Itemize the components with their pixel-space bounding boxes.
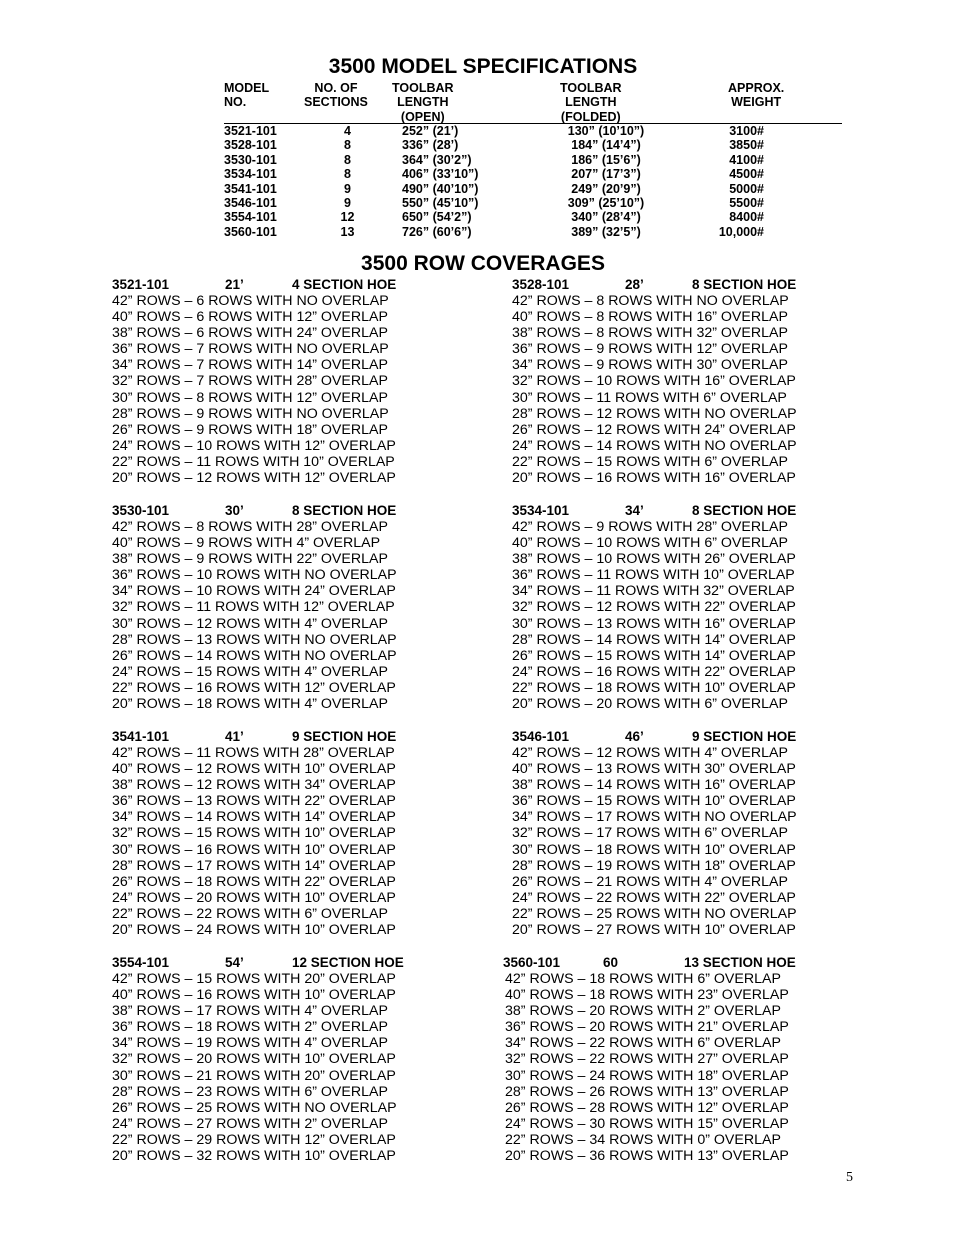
coverage-row: 40” ROWS – 8 ROWS WITH 16” OVERLAP xyxy=(512,309,788,326)
coverage-row: 38” ROWS – 14 ROWS WITH 16” OVERLAP xyxy=(512,777,796,794)
coverage-row: 26” ROWS – 9 ROWS WITH 18” OVERLAP xyxy=(112,421,388,438)
header-weight: APPROX. WEIGHT xyxy=(728,81,785,110)
coverage-row: 20” ROWS – 20 ROWS WITH 6” OVERLAP xyxy=(512,696,788,713)
coverage-heading xyxy=(112,729,432,745)
coverage-row: 32” ROWS – 12 ROWS WITH 22” OVERLAP xyxy=(512,599,796,616)
spec-cell-open: 490” (40’10”) xyxy=(402,181,479,196)
coverage-block xyxy=(512,503,832,712)
coverage-row: 42” ROWS – 6 ROWS WITH NO OVERLAP xyxy=(112,293,389,309)
spec-cell-model: 3534-101 xyxy=(224,167,277,182)
spec-cell-open: 364” (30’2”) xyxy=(402,152,472,167)
coverage-row: 42” ROWS – 8 ROWS WITH 28” OVERLAP xyxy=(112,519,388,535)
coverage-row: 26” ROWS – 25 ROWS WITH NO OVERLAP xyxy=(112,1099,397,1116)
coverage-model: 3546-101 xyxy=(512,729,570,744)
spec-cell-open: 406” (33’10”) xyxy=(402,167,479,182)
coverage-title: 3500 ROW COVERAGES xyxy=(361,252,605,275)
spec-cell-sections: 12 xyxy=(340,210,355,225)
spec-cell-sections: 8 xyxy=(344,167,351,182)
spec-cell-sections: 9 xyxy=(344,181,351,196)
coverage-row: 38” ROWS – 12 ROWS WITH 34” OVERLAP xyxy=(112,777,396,794)
spec-cell-weight: 5000# xyxy=(729,181,764,196)
coverage-row: 22” ROWS – 22 ROWS WITH 6” OVERLAP xyxy=(112,905,388,922)
coverage-row: 22” ROWS – 34 ROWS WITH 0” OVERLAP xyxy=(505,1131,781,1148)
coverage-row: 26” ROWS – 12 ROWS WITH 24” OVERLAP xyxy=(512,421,796,438)
coverage-row: 24” ROWS – 10 ROWS WITH 12” OVERLAP xyxy=(112,437,396,454)
spec-cell-folded: 184” (14’4”) xyxy=(571,138,641,153)
header-model: MODEL NO. xyxy=(224,81,270,110)
spec-cell-open: 550” (45’10”) xyxy=(402,196,479,210)
coverage-row: 40” ROWS – 16 ROWS WITH 10” OVERLAP xyxy=(112,987,396,1004)
coverage-row: 28” ROWS – 14 ROWS WITH 14” OVERLAP xyxy=(512,631,796,648)
spec-cell-folded: 389” (32’5”) xyxy=(571,224,641,239)
spec-cell-model: 3530-101 xyxy=(224,152,277,167)
coverage-row: 42” ROWS – 9 ROWS WITH 28” OVERLAP xyxy=(512,519,788,535)
coverage-model: 3534-101 xyxy=(512,503,570,518)
coverage-row: 20” ROWS – 18 ROWS WITH 4” OVERLAP xyxy=(112,696,388,713)
coverage-row: 28” ROWS – 26 ROWS WITH 13” OVERLAP xyxy=(505,1083,789,1100)
coverage-row: 30” ROWS – 8 ROWS WITH 12” OVERLAP xyxy=(112,389,388,406)
coverage-heading xyxy=(112,955,432,971)
spec-cell-sections: 13 xyxy=(340,224,355,239)
spec-cell-model: 3541-101 xyxy=(224,181,277,196)
spec-row xyxy=(0,124,954,138)
spec-cell-model: 3560-101 xyxy=(224,224,277,239)
coverage-row: 36” ROWS – 11 ROWS WITH 10” OVERLAP xyxy=(512,567,795,584)
header-length-folded: TOOLBAR LENGTH (FOLDED) xyxy=(560,81,622,124)
coverage-row: 30” ROWS – 11 ROWS WITH 6” OVERLAP xyxy=(512,389,787,406)
spec-cell-folded: 186” (15’6”) xyxy=(571,152,641,167)
coverage-hoe: 8 SECTION HOE xyxy=(292,503,397,518)
coverage-row: 24” ROWS – 14 ROWS WITH NO OVERLAP xyxy=(512,437,797,454)
coverage-hoe: 9 SECTION HOE xyxy=(692,729,797,744)
coverage-row: 24” ROWS – 16 ROWS WITH 22” OVERLAP xyxy=(512,663,796,680)
coverage-row: 28” ROWS – 13 ROWS WITH NO OVERLAP xyxy=(112,631,397,648)
coverage-row: 40” ROWS – 18 ROWS WITH 23” OVERLAP xyxy=(505,987,789,1004)
coverage-row: 26” ROWS – 21 ROWS WITH 4” OVERLAP xyxy=(512,873,788,890)
coverage-length: 34’ xyxy=(625,503,644,518)
coverage-row: 20” ROWS – 24 ROWS WITH 10” OVERLAP xyxy=(112,922,396,939)
coverage-block xyxy=(512,277,832,486)
coverage-row: 24” ROWS – 15 ROWS WITH 4” OVERLAP xyxy=(112,663,388,680)
coverage-row: 22” ROWS – 29 ROWS WITH 12” OVERLAP xyxy=(112,1131,396,1148)
spec-cell-model: 3521-101 xyxy=(224,124,277,138)
coverage-block xyxy=(505,955,825,1164)
coverage-block xyxy=(112,503,432,712)
spec-cell-sections: 8 xyxy=(344,138,351,153)
coverage-row: 42” ROWS – 11 ROWS WITH 28” OVERLAP xyxy=(112,745,395,761)
coverage-row: 42” ROWS – 15 ROWS WITH 20” OVERLAP xyxy=(112,971,396,987)
coverage-heading xyxy=(512,503,832,519)
coverage-row: 40” ROWS – 9 ROWS WITH 4” OVERLAP xyxy=(112,535,381,552)
coverage-row: 34” ROWS – 22 ROWS WITH 6” OVERLAP xyxy=(505,1035,781,1052)
coverage-row: 22” ROWS – 15 ROWS WITH 6” OVERLAP xyxy=(512,453,788,470)
spec-cell-open: 726” (60’6”) xyxy=(402,224,472,239)
coverage-block xyxy=(112,955,432,1164)
coverage-row: 38” ROWS – 6 ROWS WITH 24” OVERLAP xyxy=(112,325,388,342)
coverage-block xyxy=(112,277,432,486)
coverage-heading xyxy=(112,503,432,519)
spec-title: 3500 MODEL SPECIFICATIONS xyxy=(328,55,638,78)
coverage-row: 20” ROWS – 16 ROWS WITH 16” OVERLAP xyxy=(512,470,796,487)
coverage-row: 32” ROWS – 15 ROWS WITH 10” OVERLAP xyxy=(112,825,396,842)
coverage-row: 26” ROWS – 18 ROWS WITH 22” OVERLAP xyxy=(112,873,396,890)
coverage-model: 3560-101 xyxy=(503,955,561,970)
coverage-model: 3521-101 xyxy=(112,277,170,292)
spec-cell-open: 650” (54’2”) xyxy=(402,210,472,225)
spec-cell-weight: 10,000# xyxy=(718,224,764,239)
spec-cell-weight: 4500# xyxy=(729,167,764,182)
coverage-row: 20” ROWS – 32 ROWS WITH 10” OVERLAP xyxy=(112,1148,396,1165)
coverage-block xyxy=(112,729,432,938)
coverage-row: 26” ROWS – 28 ROWS WITH 12” OVERLAP xyxy=(505,1099,789,1116)
coverage-length: 41’ xyxy=(225,729,244,744)
spec-cell-folded: 340” (28’4”) xyxy=(571,210,641,225)
spec-cell-weight: 5500# xyxy=(729,196,764,210)
coverage-length: 54’ xyxy=(225,955,244,970)
header-sections: NO. OF SECTIONS xyxy=(304,81,368,110)
spec-cell-folded: 309” (25’10”) xyxy=(567,196,645,210)
coverage-row: 24” ROWS – 27 ROWS WITH 2” OVERLAP xyxy=(112,1115,388,1132)
coverage-row: 38” ROWS – 10 ROWS WITH 26” OVERLAP xyxy=(512,551,796,568)
coverage-row: 34” ROWS – 7 ROWS WITH 14” OVERLAP xyxy=(112,357,388,374)
coverage-row: 28” ROWS – 19 ROWS WITH 18” OVERLAP xyxy=(512,857,796,874)
coverage-model: 3530-101 xyxy=(112,503,170,518)
coverage-model: 3528-101 xyxy=(512,277,570,292)
spec-cell-model: 3554-101 xyxy=(224,210,277,225)
coverage-row: 22” ROWS – 25 ROWS WITH NO OVERLAP xyxy=(512,905,797,922)
coverage-row: 32” ROWS – 11 ROWS WITH 12” OVERLAP xyxy=(112,599,395,616)
coverage-row: 22” ROWS – 11 ROWS WITH 10” OVERLAP xyxy=(112,453,395,470)
coverage-row: 26” ROWS – 14 ROWS WITH NO OVERLAP xyxy=(112,647,397,664)
page-number: 5 xyxy=(846,1170,853,1185)
coverage-row: 38” ROWS – 17 ROWS WITH 4” OVERLAP xyxy=(112,1003,388,1020)
coverage-heading xyxy=(512,277,832,293)
coverage-row: 30” ROWS – 12 ROWS WITH 4” OVERLAP xyxy=(112,615,388,632)
coverage-length: 30’ xyxy=(225,503,244,518)
coverage-row: 34” ROWS – 14 ROWS WITH 14” OVERLAP xyxy=(112,809,396,826)
coverage-model: 3554-101 xyxy=(112,955,170,970)
coverage-hoe: 13 SECTION HOE xyxy=(684,955,796,970)
coverage-row: 32” ROWS – 17 ROWS WITH 6” OVERLAP xyxy=(512,825,788,842)
spec-cell-folded: 249” (20’9”) xyxy=(571,181,641,196)
coverage-row: 34” ROWS – 11 ROWS WITH 32” OVERLAP xyxy=(512,583,795,600)
coverage-block xyxy=(512,729,832,938)
coverage-row: 30” ROWS – 24 ROWS WITH 18” OVERLAP xyxy=(505,1067,789,1084)
coverage-length: 21’ xyxy=(225,277,244,292)
coverage-row: 30” ROWS – 13 ROWS WITH 16” OVERLAP xyxy=(512,615,796,632)
coverage-row: 32” ROWS – 10 ROWS WITH 16” OVERLAP xyxy=(512,373,796,390)
spec-row xyxy=(0,153,954,167)
coverage-row: 36” ROWS – 9 ROWS WITH 12” OVERLAP xyxy=(512,341,788,358)
spec-cell-model: 3528-101 xyxy=(224,138,277,153)
coverage-row: 34” ROWS – 19 ROWS WITH 4” OVERLAP xyxy=(112,1035,388,1052)
coverage-row: 22” ROWS – 16 ROWS WITH 12” OVERLAP xyxy=(112,679,396,696)
coverage-row: 26” ROWS – 15 ROWS WITH 14” OVERLAP xyxy=(512,647,796,664)
coverage-row: 34” ROWS – 10 ROWS WITH 24” OVERLAP xyxy=(112,583,396,600)
coverage-row: 36” ROWS – 7 ROWS WITH NO OVERLAP xyxy=(112,341,389,358)
coverage-row: 36” ROWS – 18 ROWS WITH 2” OVERLAP xyxy=(112,1019,388,1036)
coverage-model: 3541-101 xyxy=(112,729,170,744)
coverage-row: 30” ROWS – 21 ROWS WITH 20” OVERLAP xyxy=(112,1067,396,1084)
spec-row xyxy=(0,196,954,210)
coverage-row: 30” ROWS – 16 ROWS WITH 10” OVERLAP xyxy=(112,841,396,858)
coverage-hoe: 8 SECTION HOE xyxy=(692,277,797,292)
coverage-row: 28” ROWS – 17 ROWS WITH 14” OVERLAP xyxy=(112,857,396,874)
coverage-row: 42” ROWS – 18 ROWS WITH 6” OVERLAP xyxy=(505,971,781,987)
coverage-row: 40” ROWS – 10 ROWS WITH 6” OVERLAP xyxy=(512,535,788,552)
coverage-row: 20” ROWS – 36 ROWS WITH 13” OVERLAP xyxy=(505,1148,789,1165)
spec-cell-weight: 3100# xyxy=(729,124,764,138)
coverage-row: 28” ROWS – 23 ROWS WITH 6” OVERLAP xyxy=(112,1083,388,1100)
coverage-length: 28’ xyxy=(625,277,644,292)
coverage-row: 42” ROWS – 12 ROWS WITH 4” OVERLAP xyxy=(512,745,788,761)
coverage-row: 22” ROWS – 18 ROWS WITH 10” OVERLAP xyxy=(512,679,796,696)
spec-cell-weight: 8400# xyxy=(729,210,764,225)
coverage-hoe: 12 SECTION HOE xyxy=(292,955,404,970)
coverage-row: 32” ROWS – 7 ROWS WITH 28” OVERLAP xyxy=(112,373,388,390)
coverage-row: 28” ROWS – 9 ROWS WITH NO OVERLAP xyxy=(112,405,389,422)
coverage-length: 46’ xyxy=(625,729,644,744)
coverage-row: 32” ROWS – 20 ROWS WITH 10” OVERLAP xyxy=(112,1051,396,1068)
coverage-row: 20” ROWS – 27 ROWS WITH 10” OVERLAP xyxy=(512,922,796,939)
coverage-row: 40” ROWS – 12 ROWS WITH 10” OVERLAP xyxy=(112,761,396,778)
coverage-row: 32” ROWS – 22 ROWS WITH 27” OVERLAP xyxy=(505,1051,789,1068)
spec-row xyxy=(0,182,954,196)
header-length-open: TOOLBAR LENGTH (OPEN) xyxy=(392,81,454,124)
coverage-row: 34” ROWS – 17 ROWS WITH NO OVERLAP xyxy=(512,809,797,826)
spec-row xyxy=(0,167,954,181)
spec-cell-sections: 9 xyxy=(344,196,351,210)
coverage-row: 24” ROWS – 20 ROWS WITH 10” OVERLAP xyxy=(112,889,396,906)
coverage-row: 34” ROWS – 9 ROWS WITH 30” OVERLAP xyxy=(512,357,788,374)
coverage-row: 36” ROWS – 10 ROWS WITH NO OVERLAP xyxy=(112,567,397,584)
spec-cell-model: 3546-101 xyxy=(224,196,277,210)
coverage-row: 42” ROWS – 8 ROWS WITH NO OVERLAP xyxy=(512,293,789,309)
spec-row xyxy=(0,138,954,152)
coverage-hoe: 4 SECTION HOE xyxy=(292,277,397,292)
coverage-heading xyxy=(512,729,832,745)
coverage-row: 36” ROWS – 20 ROWS WITH 21” OVERLAP xyxy=(505,1019,789,1036)
coverage-hoe: 8 SECTION HOE xyxy=(692,503,797,518)
coverage-row: 40” ROWS – 13 ROWS WITH 30” OVERLAP xyxy=(512,761,796,778)
coverage-row: 24” ROWS – 30 ROWS WITH 15” OVERLAP xyxy=(505,1115,789,1132)
spec-cell-open: 336” (28’) xyxy=(402,138,459,153)
coverage-row: 30” ROWS – 18 ROWS WITH 10” OVERLAP xyxy=(512,841,796,858)
spec-cell-weight: 3850# xyxy=(729,138,764,153)
spec-cell-folded: 130” (10’10”) xyxy=(567,124,645,138)
spec-row xyxy=(0,210,954,224)
coverage-heading xyxy=(503,955,825,971)
spec-cell-sections: 8 xyxy=(344,152,351,167)
spec-row xyxy=(0,225,954,239)
coverage-row: 38” ROWS – 9 ROWS WITH 22” OVERLAP xyxy=(112,551,388,568)
coverage-row: 38” ROWS – 20 ROWS WITH 2” OVERLAP xyxy=(505,1003,781,1020)
spec-cell-open: 252” (21’) xyxy=(402,124,459,138)
coverage-hoe: 9 SECTION HOE xyxy=(292,729,397,744)
coverage-length: 60 xyxy=(603,955,619,970)
coverage-heading xyxy=(112,277,432,293)
coverage-row: 24” ROWS – 22 ROWS WITH 22” OVERLAP xyxy=(512,889,796,906)
coverage-row: 20” ROWS – 12 ROWS WITH 12” OVERLAP xyxy=(112,470,396,487)
spec-cell-weight: 4100# xyxy=(729,152,764,167)
coverage-row: 36” ROWS – 15 ROWS WITH 10” OVERLAP xyxy=(512,793,796,810)
coverage-row: 36” ROWS – 13 ROWS WITH 22” OVERLAP xyxy=(112,793,396,810)
spec-cell-folded: 207” (17’3”) xyxy=(571,167,641,182)
coverage-row: 40” ROWS – 6 ROWS WITH 12” OVERLAP xyxy=(112,309,388,326)
coverage-row: 38” ROWS – 8 ROWS WITH 32” OVERLAP xyxy=(512,325,788,342)
spec-cell-sections: 4 xyxy=(344,124,351,138)
coverage-row: 28” ROWS – 12 ROWS WITH NO OVERLAP xyxy=(512,405,797,422)
